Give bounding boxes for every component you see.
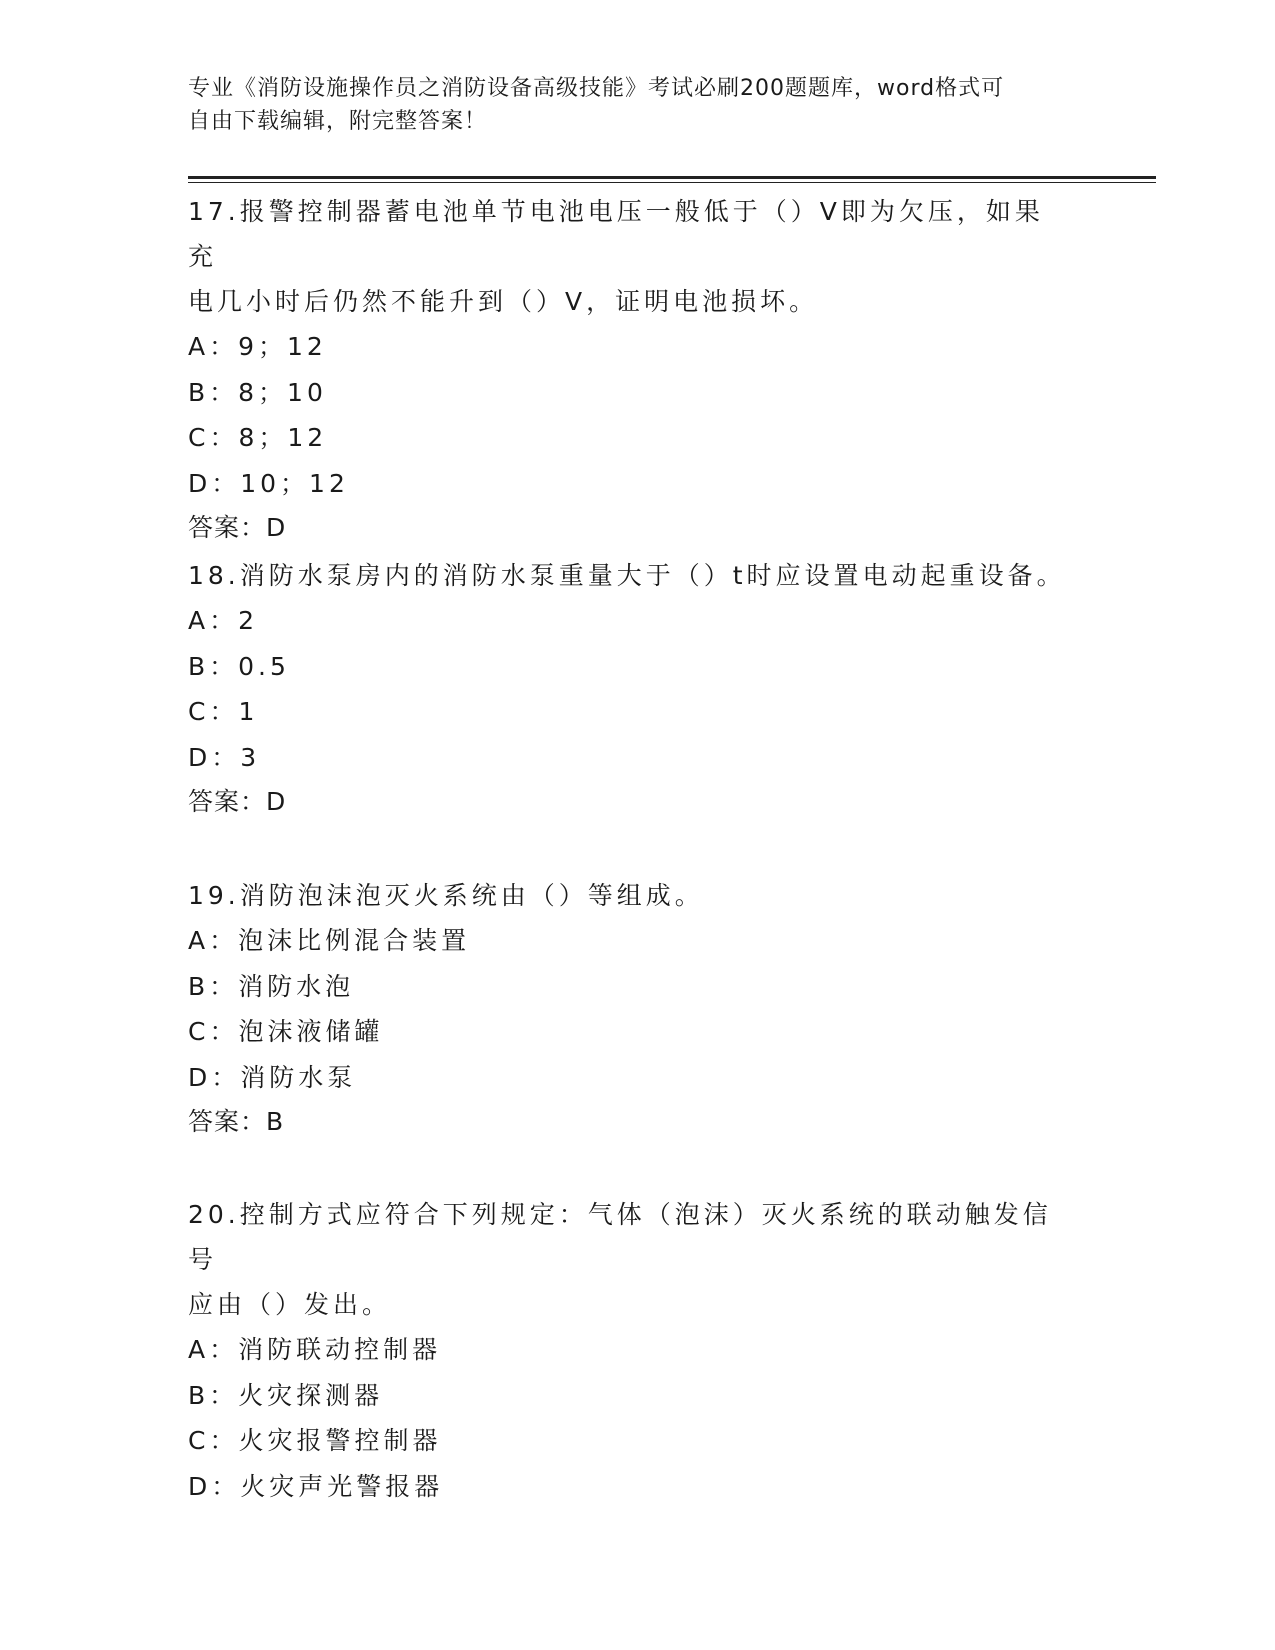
option-b: B：0.5 (188, 651, 290, 681)
question-stem-line: 20.控制方式应符合下列规定：气体（泡沫）灭火系统的联动触发信号 (188, 1200, 1052, 1274)
question-stem-line: 19.消防泡沫泡灭火系统由（）等组成。 (188, 881, 704, 910)
answer-line: 答案：D (188, 787, 287, 816)
question-stem-line: 电几小时后仍然不能升到（）V，证明电池损坏。 (188, 287, 819, 316)
option-c: C：8；12 (188, 423, 328, 452)
question-18 (188, 553, 1068, 824)
option-a: A：9；12 (188, 332, 327, 361)
option-a: A：消防联动控制器 (188, 1335, 442, 1364)
header-line-2: 自由下载编辑，附完整答案！ (188, 109, 488, 134)
option-d: D：消防水泵 (188, 1062, 357, 1092)
question-17 (188, 189, 1068, 550)
option-b: B：8；10 (188, 377, 327, 407)
answer-line: 答案：D (188, 513, 287, 542)
option-a: A：2 (188, 606, 259, 635)
answer-line: 答案：B (188, 1107, 285, 1136)
option-b: B：消防水泡 (188, 971, 355, 1001)
document-header (188, 72, 1068, 138)
option-d: D：10；12 (188, 468, 349, 498)
question-20 (188, 1192, 1068, 1509)
header-divider-thick (188, 176, 1156, 179)
header-divider-thin (188, 182, 1156, 183)
option-c: C：火灾报警控制器 (188, 1426, 442, 1455)
question-stem-line: 17.报警控制器蓄电池单节电池电压一般低于（）V即为欠压，如果充 (188, 197, 1044, 271)
option-d: D：3 (188, 742, 261, 772)
option-c: C：1 (188, 697, 259, 726)
question-stem-line: 应由（）发出。 (188, 1290, 392, 1319)
option-d: D：火灾声光警报器 (188, 1471, 444, 1501)
option-c: C：泡沫液储罐 (188, 1017, 384, 1046)
question-19 (188, 873, 1068, 1144)
header-line-1: 专业《消防设施操作员之消防设备高级技能》考试必刷200题题库，word格式可 (188, 76, 1005, 101)
question-stem-line: 18.消防水泵房内的消防水泵重量大于（）t时应设置电动起重设备。 (188, 561, 1066, 590)
option-a: A：泡沫比例混合装置 (188, 926, 471, 955)
option-b: B：火灾探测器 (188, 1380, 384, 1410)
